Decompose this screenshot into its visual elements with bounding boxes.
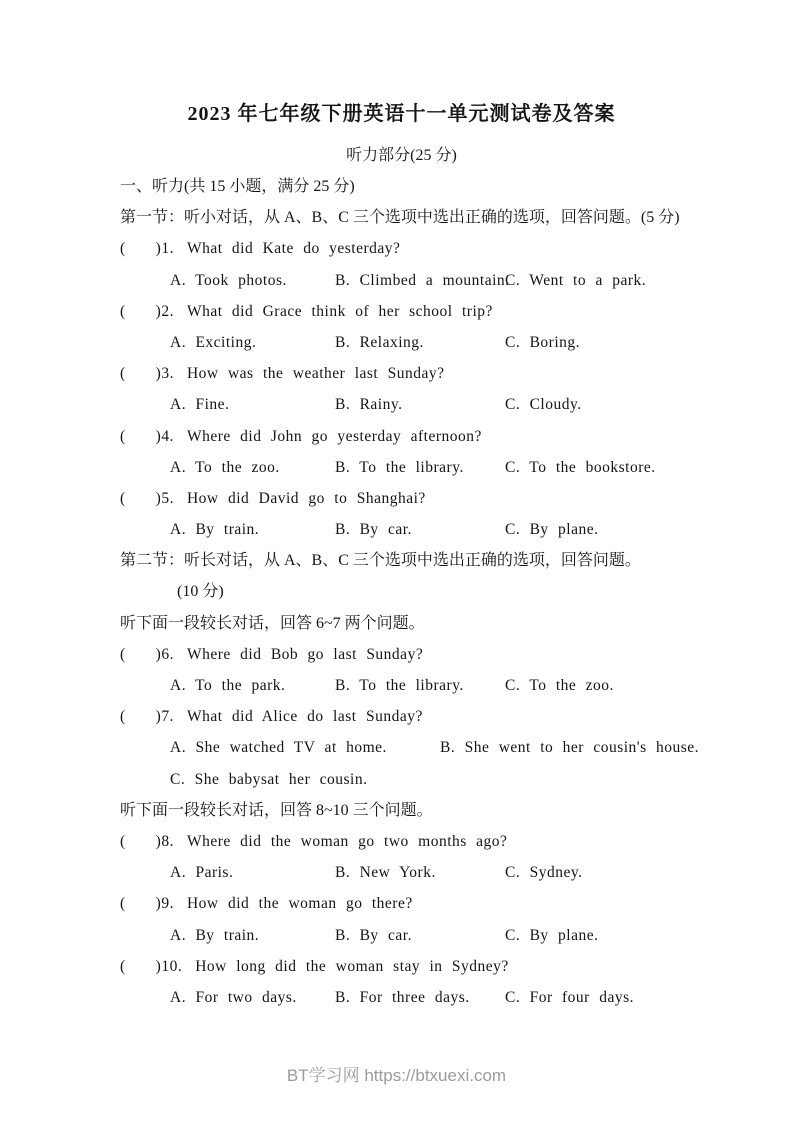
answer-paren-open: ( bbox=[120, 240, 126, 258]
option-b: B. By car. bbox=[335, 521, 412, 539]
question-text: What did Alice do last Sunday? bbox=[186, 708, 423, 726]
option-c: C. To the zoo. bbox=[505, 677, 614, 694]
option-c: C. To the bookstore. bbox=[505, 458, 656, 476]
option-a: A. Exciting. bbox=[170, 333, 257, 351]
part1-heading: 一、听力(共 15 小题，满分 25 分) bbox=[120, 178, 355, 195]
question-text: How was the weather last Sunday? bbox=[186, 365, 445, 383]
options-line-3 bbox=[120, 389, 683, 420]
option-b: B. For three days. bbox=[335, 988, 470, 1006]
option-a: A. Paris. bbox=[170, 864, 234, 882]
answer-paren-close: ) bbox=[155, 957, 162, 975]
question-number: 2. bbox=[161, 302, 174, 320]
option-b: B. Climbed a mountain. bbox=[335, 271, 510, 289]
option-c: C. For four days. bbox=[505, 988, 634, 1006]
option-b: B. By car. bbox=[335, 926, 412, 944]
question-line-6 bbox=[120, 639, 683, 670]
question-line-7 bbox=[120, 701, 683, 732]
question-line-9 bbox=[120, 888, 683, 919]
option-b: B. To the library. bbox=[335, 458, 464, 476]
question-number: 9. bbox=[161, 895, 174, 913]
answer-paren-open: ( bbox=[120, 832, 126, 850]
answer-paren-close: ) bbox=[155, 489, 162, 507]
watermark-footer: BT学习网 https://btxuexi.com bbox=[286, 1066, 507, 1086]
option-a: A. She watched TV at home. bbox=[170, 739, 387, 757]
question-number: 10. bbox=[161, 957, 183, 975]
options-line-7a bbox=[120, 732, 700, 763]
question-number: 4. bbox=[161, 427, 174, 445]
option-a: A. By train. bbox=[170, 521, 260, 539]
options-line-10 bbox=[120, 982, 683, 1013]
option-c: C. Sydney. bbox=[505, 864, 583, 882]
option-c: C. Went to a park. bbox=[505, 271, 647, 289]
section2-intro: 第二节：听长对话，从 A、B、C 三个选项中选出正确的选项，回答问题。 bbox=[120, 552, 641, 570]
question-line-3 bbox=[120, 358, 683, 389]
answer-paren-open: ( bbox=[120, 895, 126, 913]
section1-intro: 第一节：听小对话，从 A、B、C 三个选项中选出正确的选项，回答问题。(5 分) bbox=[120, 209, 680, 227]
option-b: B. Rainy. bbox=[335, 396, 403, 414]
question-number: 5. bbox=[161, 489, 174, 507]
answer-paren-close: ) bbox=[155, 708, 162, 726]
option-c: C. By plane. bbox=[505, 521, 599, 539]
question-text: What did Kate do yesterday? bbox=[186, 240, 401, 258]
option-c: C. She babysat her cousin. bbox=[170, 770, 368, 788]
question-text: How did the woman go there? bbox=[186, 895, 413, 913]
page-title: 2023 年七年级下册英语十一单元测试卷及答案 bbox=[187, 103, 616, 125]
option-b: B. Relaxing. bbox=[335, 333, 424, 351]
option-b: B. She went to her cousin's house. bbox=[440, 739, 700, 757]
question-line-1 bbox=[120, 233, 683, 264]
option-a: A. To the zoo. bbox=[170, 458, 280, 476]
question-number: 6. bbox=[161, 645, 174, 663]
options-line-6 bbox=[120, 670, 683, 701]
option-a: A. For two days. bbox=[170, 988, 297, 1006]
option-c: C. Cloudy. bbox=[505, 396, 582, 414]
option-b: B. New York. bbox=[335, 864, 436, 882]
answer-paren-close: ) bbox=[155, 240, 162, 258]
option-b: B. To the library. bbox=[335, 677, 464, 694]
question-text: What did Grace think of her school trip? bbox=[186, 302, 493, 320]
options-line-8 bbox=[120, 857, 683, 888]
answer-paren-open: ( bbox=[120, 489, 126, 507]
question-text: Where did John go yesterday afternoon? bbox=[186, 427, 482, 445]
answer-paren-open: ( bbox=[120, 957, 126, 975]
option-a: A. Fine. bbox=[170, 396, 230, 414]
answer-paren-open: ( bbox=[120, 427, 126, 445]
question-line-2 bbox=[120, 296, 683, 327]
dialog1-intro: 听下面一段较长对话，回答 6~7 两个问题。 bbox=[120, 614, 425, 632]
answer-paren-open: ( bbox=[120, 365, 126, 383]
answer-paren-open: ( bbox=[120, 645, 126, 663]
question-number: 8. bbox=[161, 832, 174, 850]
question-line-8 bbox=[120, 826, 683, 857]
options-line-1 bbox=[120, 265, 683, 296]
option-c: C. Boring. bbox=[505, 333, 581, 351]
option-a: A. To the park. bbox=[170, 677, 286, 694]
option-c: C. By plane. bbox=[505, 926, 599, 944]
answer-paren-close: ) bbox=[155, 427, 162, 445]
page-subtitle: 听力部分(25 分) bbox=[346, 147, 457, 164]
answer-paren-close: ) bbox=[155, 895, 162, 913]
answer-paren-close: ) bbox=[155, 832, 162, 850]
question-text: How long did the woman stay in Sydney? bbox=[195, 957, 509, 975]
options-line-5 bbox=[120, 514, 683, 545]
question-line-10 bbox=[120, 951, 683, 982]
document-content bbox=[0, 99, 793, 1013]
answer-paren-close: ) bbox=[155, 645, 162, 663]
option-a: A. Took photos. bbox=[170, 271, 287, 289]
question-number: 1. bbox=[161, 240, 174, 258]
answer-paren-close: ) bbox=[155, 365, 162, 383]
option-a: A. By train. bbox=[170, 926, 260, 944]
question-text: How did David go to Shanghai? bbox=[186, 489, 426, 507]
answer-paren-open: ( bbox=[120, 302, 126, 320]
options-line-9 bbox=[120, 920, 683, 951]
question-line-4 bbox=[120, 421, 683, 452]
question-number: 7. bbox=[161, 708, 174, 726]
answer-paren-open: ( bbox=[120, 708, 126, 726]
options-line-4 bbox=[120, 452, 683, 483]
question-number: 3. bbox=[161, 365, 174, 383]
question-text: Where did Bob go last Sunday? bbox=[186, 645, 424, 663]
section2-points: (10 分) bbox=[177, 583, 224, 601]
options-line-7b bbox=[120, 764, 683, 795]
options-line-2 bbox=[120, 327, 683, 358]
dialog2-intro: 听下面一段较长对话，回答 8~10 三个问题。 bbox=[120, 801, 433, 819]
answer-paren-close: ) bbox=[155, 302, 162, 320]
question-text: Where did the woman go two months ago? bbox=[186, 832, 508, 850]
question-line-5 bbox=[120, 483, 683, 514]
